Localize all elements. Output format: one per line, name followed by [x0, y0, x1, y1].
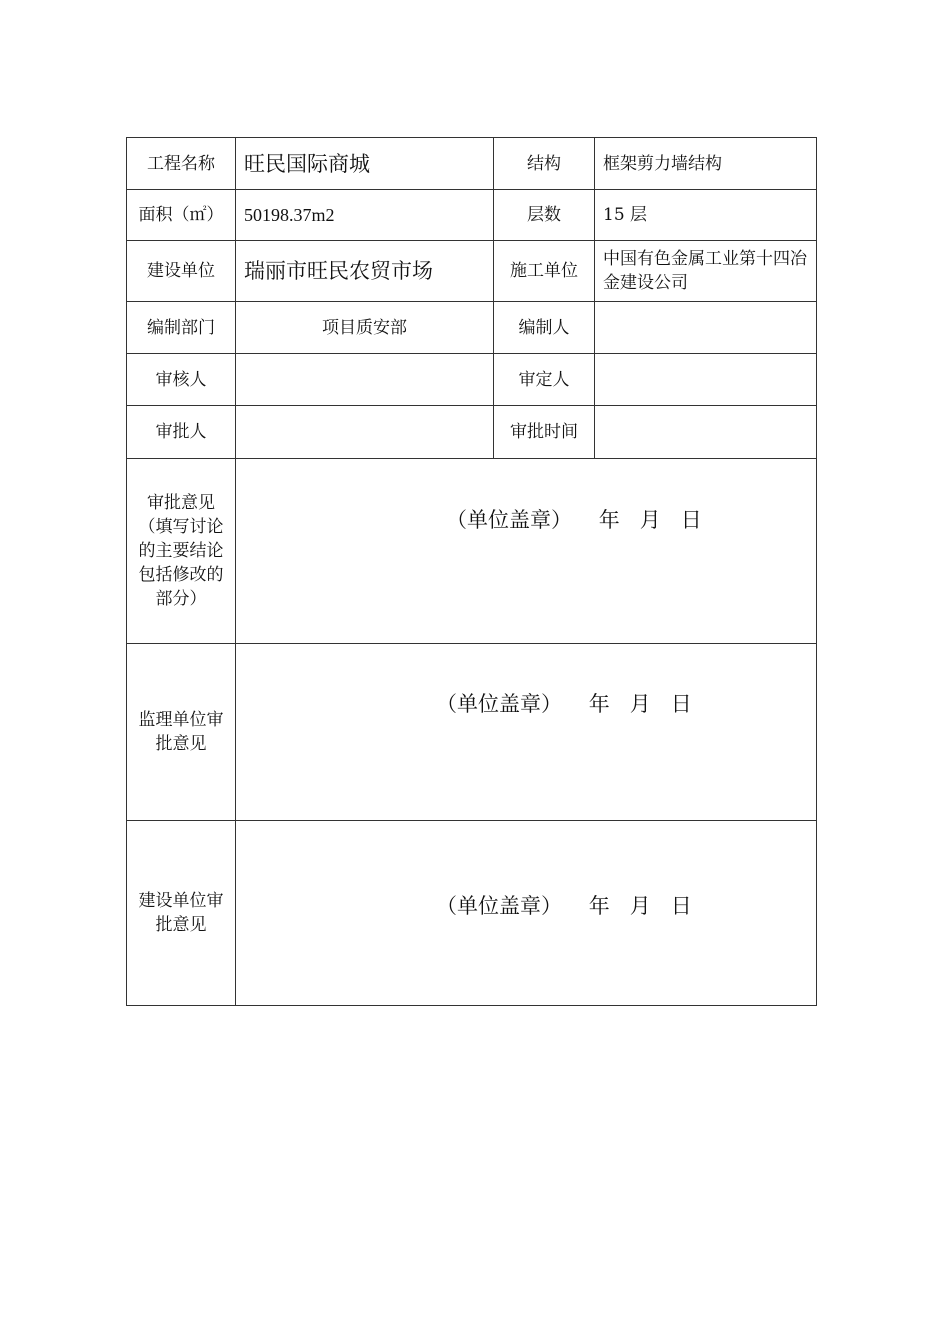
table-row — [127, 190, 817, 241]
approver-label: 审批人 — [127, 406, 236, 459]
reviewer-value[interactable] — [236, 354, 494, 406]
table-row — [127, 354, 817, 406]
dept-value: 项目质安部 — [236, 302, 494, 354]
reviewer-label: 审核人 — [127, 354, 236, 406]
approval-time-value[interactable] — [595, 406, 817, 459]
area-value: 50198.37m2 — [236, 190, 494, 241]
finalizer-label: 审定人 — [494, 354, 595, 406]
table-row — [127, 302, 817, 354]
stamp-date-line: （单位盖章） 年 月 日 — [436, 692, 692, 716]
approval-opinion-cell[interactable] — [236, 459, 817, 644]
approver-value[interactable] — [236, 406, 494, 459]
project-name-label: 工程名称 — [127, 138, 236, 190]
structure-value: 框架剪力墙结构 — [595, 138, 817, 190]
floors-label: 层数 — [494, 190, 595, 241]
supervisor-opinion-cell[interactable] — [236, 644, 817, 821]
area-label: 面积（㎡） — [127, 190, 236, 241]
supervisor-opinion-label: 监理单位审批意见 — [127, 644, 236, 821]
approval-opinion-label: 审批意见（填写讨论的主要结论包括修改的部分） — [127, 459, 236, 644]
contractor-value: 中国有色金属工业第十四冶金建设公司 — [595, 241, 817, 302]
author-label: 编制人 — [494, 302, 595, 354]
author-value[interactable] — [595, 302, 817, 354]
table-row — [127, 138, 817, 190]
project-name-value: 旺民国际商城 — [236, 138, 494, 190]
stamp-date-line: （单位盖章） 年 月 日 — [436, 894, 692, 918]
owner-opinion-cell[interactable] — [236, 821, 817, 1006]
finalizer-value[interactable] — [595, 354, 817, 406]
owner-opinion-label: 建设单位审批意见 — [127, 821, 236, 1006]
table-row — [127, 821, 817, 1006]
table-row — [127, 644, 817, 821]
contractor-label: 施工单位 — [494, 241, 595, 302]
approval-time-label: 审批时间 — [494, 406, 595, 459]
floors-value: 15 层 — [595, 190, 817, 241]
owner-value: 瑞丽市旺民农贸市场 — [236, 241, 494, 302]
table-row — [127, 459, 817, 644]
structure-label: 结构 — [494, 138, 595, 190]
table-row — [127, 406, 817, 459]
dept-label: 编制部门 — [127, 302, 236, 354]
approval-form-table — [126, 137, 817, 1006]
stamp-date-line: （单位盖章） 年 月 日 — [446, 508, 702, 532]
table-row — [127, 241, 817, 302]
owner-label: 建设单位 — [127, 241, 236, 302]
